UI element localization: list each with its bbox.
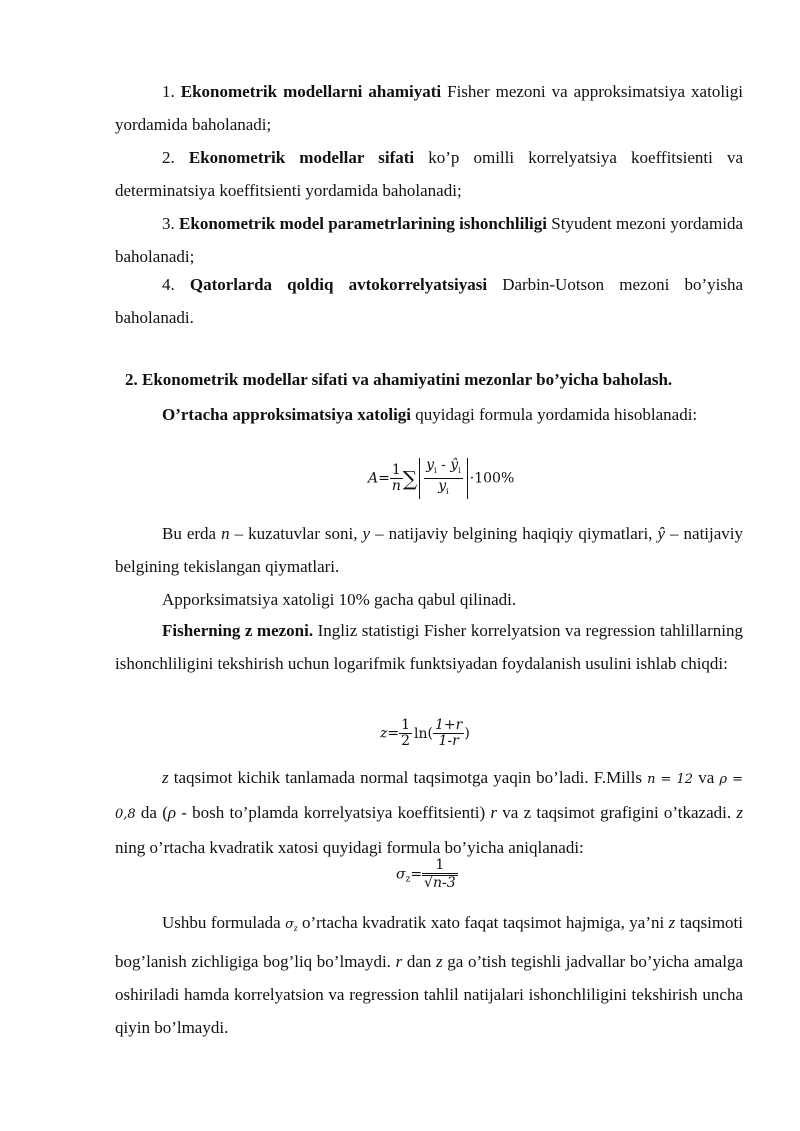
subscript-i: i (446, 486, 449, 496)
equals-sign: = (378, 470, 390, 487)
text-run: o’rtacha kvadratik xato faqat taqsimot hajmiga, ya’ni (297, 913, 669, 932)
text-run: Ushbu formulada (162, 913, 286, 932)
ln-fraction (433, 718, 464, 749)
symbol-y: y (362, 524, 371, 543)
symbol-rho: ρ (167, 803, 177, 822)
list-text: Darbin-Uotson mezoni bo’yisha baholanadi. (115, 275, 743, 327)
text-run: – kuzatuvlar soni, (229, 524, 363, 543)
sigma-symbol: σ (396, 866, 406, 883)
symbol-z: z (162, 768, 169, 787)
list-item-3 (115, 207, 743, 273)
list-term: Ekonometrik model parametrlarining ishonchliligi (179, 214, 547, 233)
sigma-symbol: σ (285, 917, 295, 932)
list-number: 4. (162, 275, 175, 294)
formula-fisher-z (380, 718, 470, 749)
subscript-i: i (434, 465, 437, 475)
text-run: Bu erda (162, 524, 222, 543)
symbol-y-hat: ŷ (657, 524, 665, 543)
symbol-z: z (736, 803, 743, 822)
fisher-text: Ingliz statistigi Fisher korrelyatsion va regression tahlillarning ishonchliligini tekshirish uchun logarifmik funktsiyadan foydalanish usulini ishlab chiqdi: (115, 621, 743, 673)
n-equals-value: n = 12 (647, 772, 694, 787)
text-run: taqsimot kichik tanlamada normal taqsimotga yaqin bo’ladi. F.Mills (168, 768, 648, 787)
approx-limit-paragraph: Apporksimatsiya xatoligi 10% gacha qabul qilinadi. (162, 590, 517, 609)
approx-term: O’rtacha approksimatsiya xatoligi (162, 405, 412, 424)
text-run: – natijaviy belgining tekislangan qiymatlari. (115, 524, 744, 576)
ln-symbol: ln (414, 725, 428, 742)
sum-symbol: ∑ (402, 466, 418, 491)
list-term: Ekonometrik modellarni ahamiyati (180, 82, 442, 101)
z-distribution-paragraph (115, 761, 743, 864)
list-text: ko’p omilli korrelyatsiya koeffitsienti va determinatsiya koeffitsienti yordamida baholanadi; (115, 148, 744, 200)
approx-paragraph (115, 398, 743, 431)
fisher-paragraph (115, 614, 743, 680)
text-run: dan (402, 952, 437, 971)
text-run: ning o’rtacha kvadratik xatosi quyidagi formula bo’yicha aniqlanadi: (115, 838, 584, 857)
fraction-numerator: 1+r (435, 717, 463, 733)
list-text: Fisher mezoni va approksimatsiya xatoligi yordamida baholanadi; (115, 82, 743, 134)
absolute-value (419, 458, 468, 499)
symbol-r: r (490, 803, 498, 822)
list-item-4 (115, 268, 743, 334)
y-hat-symbol: ŷ (450, 457, 459, 473)
fraction-denominator: √n-3 (424, 875, 456, 891)
formula-lhs: A (368, 470, 379, 487)
text-run: va (693, 768, 720, 787)
fraction-denominator: 2 (401, 733, 411, 749)
formula-sigma-z (396, 858, 458, 891)
close-paren: ) (464, 725, 470, 742)
list-term: Ekonometrik modellar sifati (188, 148, 415, 167)
list-number: 3. (162, 214, 175, 233)
y-symbol: y (426, 457, 435, 473)
list-item-1 (115, 75, 743, 141)
formula-lhs: z (380, 725, 388, 742)
relative-error-fraction (424, 458, 463, 499)
list-text: Styudent mezoni yordamida baholanadi; (115, 214, 744, 266)
fraction-numerator: 1 (401, 717, 411, 733)
fisher-term: Fisherning z mezoni. (162, 621, 314, 640)
fraction-one-half (399, 718, 412, 749)
rho-equals-value: ρ = 0,8 (115, 772, 744, 822)
fraction-numerator: 1 (422, 858, 458, 874)
text-run: - bosh to’plamda korrelyatsiya koeffitsienti) (176, 803, 491, 822)
list-item-2 (115, 141, 743, 207)
equals-sign: = (387, 725, 400, 742)
subscript-i: i (458, 465, 461, 475)
explanation-paragraph (115, 517, 743, 583)
approx-text: quyidagi formula yordamida hisoblanadi: (411, 405, 698, 424)
fraction-one-over-n (390, 463, 403, 494)
text-run: – natijaviy belgining haqiqiy qiymatlari, (370, 524, 658, 543)
list-number: 1. (162, 82, 175, 101)
text-run: da ( (135, 803, 168, 822)
formula-approximation-error (368, 458, 514, 499)
symbol-z: z (668, 913, 676, 932)
text-run: ga o’tish tegishli jadvallar bo’yicha amalga oshiriladi hamda korrelyatsion va regression tahlil natijalari ishonchliligini tekshirish uncha qiyin bo’lmaydi. (115, 952, 744, 1037)
symbol-n: n (221, 524, 230, 543)
final-paragraph (115, 906, 743, 1044)
minus-sign: - (436, 457, 451, 473)
formula-tail: ·100% (469, 470, 515, 487)
sigma-fraction (422, 858, 458, 891)
y-symbol: y (438, 477, 447, 494)
section-heading: 2. Ekonometrik modellar sifati va ahamiyatini mezonlar bo’yicha baholash. (125, 370, 673, 389)
symbol-z: z (436, 952, 443, 971)
subscript-z: z (294, 923, 298, 933)
subscript-z: z (405, 874, 411, 885)
fraction-numerator: 1 (390, 463, 403, 479)
list-term: Qatorlarda qoldiq avtokorrelyatsiyasi (189, 275, 488, 294)
text-run: va z taqsimot grafigini o’tkazadi. (497, 803, 737, 822)
equals-sign: = (410, 866, 423, 883)
symbol-r: r (395, 952, 403, 971)
text-run: taqsimoti bog’lanish zichligiga bog’liq bo’lmaydi. (115, 913, 743, 971)
list-number: 2. (162, 148, 175, 167)
open-paren: ( (427, 725, 434, 742)
fraction-denominator: n (391, 477, 401, 494)
fraction-denominator: 1-r (438, 733, 459, 749)
